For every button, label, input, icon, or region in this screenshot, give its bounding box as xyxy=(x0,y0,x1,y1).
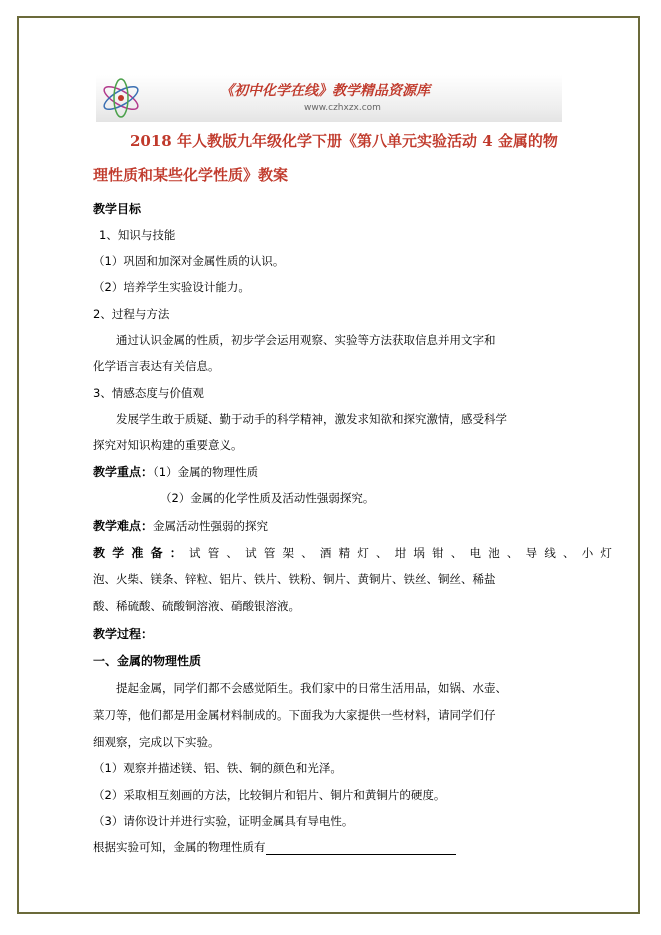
difficulty-text: 金属活动性强弱的探究 xyxy=(153,519,269,533)
atom-logo-icon xyxy=(98,77,144,119)
goal2-text-1: 通过认识金属的性质，初步学会运用观察、实验等方法获取信息并用文字和 xyxy=(116,333,496,347)
exp2: （2）采取相互刻画的方法，比较铜片和铝片、铜片和黄铜片的硬度。 xyxy=(93,788,446,802)
doc-title-line1: 2018 年人教版九年级化学下册《第八单元实验活动 4 金属的物 xyxy=(130,132,558,150)
section1-heading: 一、金属的物理性质 xyxy=(93,654,202,668)
goal1: 1、知识与技能 xyxy=(99,228,176,242)
prep-3: 酸、稀硫酸、硫酸铜溶液、硝酸银溶液。 xyxy=(93,599,300,613)
prep-label: 教学准备： xyxy=(93,546,190,560)
exp3: （3）请你设计并进行实验，证明金属具有导电性。 xyxy=(93,814,354,828)
difficulty-label: 教学难点： xyxy=(93,519,154,533)
para1-1: 提起金属，同学们都不会感觉陌生。我们家中的日常生活用品，如锅、水壶、 xyxy=(116,681,507,695)
answer-blank xyxy=(266,842,456,855)
goal3: 3、情感态度与价值观 xyxy=(93,386,204,400)
doc-title-line2: 理性质和某些化学性质》教案 xyxy=(93,166,289,184)
conclusion xyxy=(93,839,456,855)
goal1-a: （1）巩固和加深对金属性质的认识。 xyxy=(93,254,285,268)
prep-1: 试管、试管架、酒精灯、坩埚钳、电池、导线、小灯 xyxy=(189,546,620,560)
goal1-b: （2）培养学生实验设计能力。 xyxy=(93,280,250,294)
exp1: （1）观察并描述镁、铝、铁、铜的颜色和光泽。 xyxy=(93,761,342,775)
banner-url: www.czhxzx.com xyxy=(304,103,381,113)
key-points xyxy=(93,463,258,480)
prep-2: 泡、火柴、镁条、锌粒、铝片、铁片、铁粉、铜片、黄铜片、铁丝、铜丝、稀盐 xyxy=(93,572,496,586)
key-label: 教学重点： xyxy=(93,465,154,479)
para1-2: 菜刀等，他们都是用金属材料制成的。下面我为大家提供一些材料，请同学们仔 xyxy=(93,708,496,722)
key-2: （2）金属的化学性质及活动性强弱探究。 xyxy=(160,491,375,505)
para1-3: 细观察，完成以下实验。 xyxy=(93,735,220,749)
difficulty xyxy=(93,517,268,534)
goal2-text-2: 化学语言表达有关信息。 xyxy=(93,359,220,373)
key-1: （1）金属的物理性质 xyxy=(153,465,259,479)
preparation xyxy=(93,544,619,561)
banner-title: 《初中化学在线》教学精品资源库 xyxy=(220,83,430,99)
goal3-text-2: 探究对知识构建的重要意义。 xyxy=(93,438,243,452)
header-banner xyxy=(96,75,562,122)
goal3-text-1: 发展学生敢于质疑、勤于动手的科学精神，激发求知欲和探究激情，感受科学 xyxy=(116,412,507,426)
goal2: 2、过程与方法 xyxy=(93,307,170,321)
goals-heading: 教学目标 xyxy=(93,202,142,216)
conclusion-text: 根据实验可知，金属的物理性质有 xyxy=(93,840,266,854)
process-label: 教学过程： xyxy=(93,627,154,641)
